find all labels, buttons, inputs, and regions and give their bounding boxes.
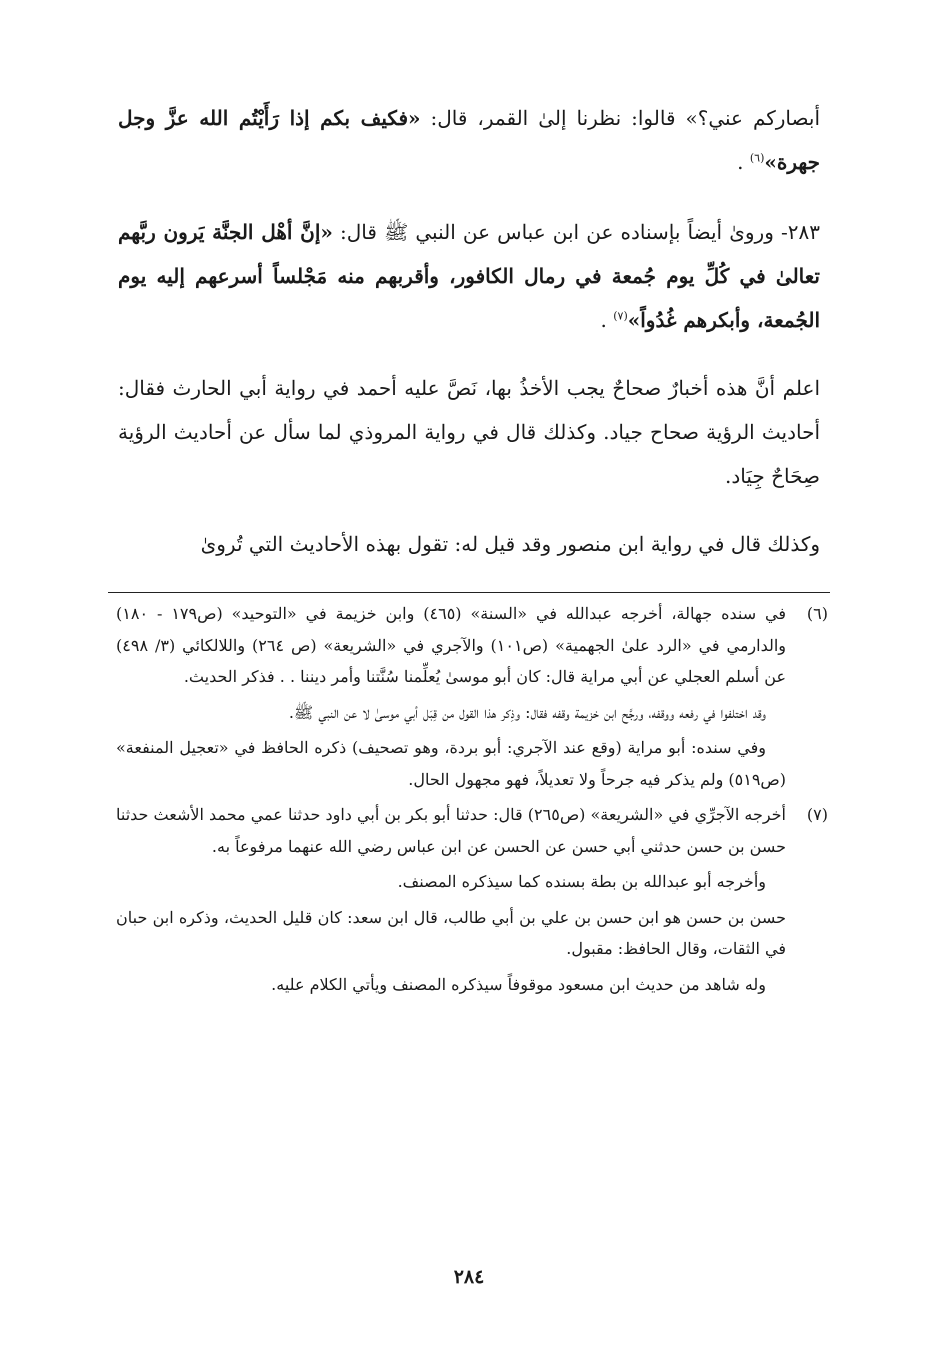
- paragraph-2-end: .: [600, 308, 614, 332]
- paragraph-3: اعلم أنَّ هذه أخبارٌ صحاحٌ يجب الأخذُ بها، نَصَّ عليه أحمد في رواية أبي الحارث فقال: أحاديث الرؤية صحاح جياد. وكذلك قال في رواية المروذي لما سأل عن أحاديث الرؤية صِحَاحٌ جِيَاد.: [118, 376, 821, 488]
- footnote-6: [116, 598, 828, 795]
- paragraph-1-end: .: [737, 150, 750, 174]
- footnote-ref-7[interactable]: (٧): [613, 309, 628, 323]
- main-text: [118, 96, 820, 566]
- footnotes: [116, 598, 828, 1004]
- footnote-7-number: (٧): [806, 805, 828, 824]
- footnote-6-paragraph: وقد اختلفوا في رفعه ووقفه، ورجَّح ابن خزيمة وقفه فقال: وذِكر هذا القول من قِبَل أبي موسىٰ لا عن النبي ﷺ.: [288, 702, 766, 722]
- footnote-6-paragraph: في سنده جهالة، أخرجه عبدالله في «السنة» (٤٦٥) وابن خزيمة في «التوحيد» (ص١٧٩ - ١٨٠) والدارمي في «الرد علىٰ الجهمية» (ص١٠١) والآجري في «الشريعة» (ص ٢٦٤) واللالكائي (٣/ ٤٩٨) عن أسلم العجلي عن أبي مراية قال: كان أبو موسىٰ يُعلِّمنا سُنَّتنا وأمر ديننا . . فذكر الحديث.: [116, 604, 787, 686]
- paragraph-1-text: أبصاركم عني؟» قالوا: نظرنا إلىٰ القمر، قال:: [420, 106, 820, 130]
- footnote-7-paragraph: وأخرجه أبو عبدالله بن بطة بسنده كما سيذكره المصنف.: [397, 872, 766, 891]
- hadith-quote-2: «إنَّ أهْل الجنَّة يَرون ربَّهم تعالىٰ في كُلِّ يوم جُمعة في رمال الكافور، وأقربهم منه مَجْلساً أسرعهم إليه يوم الجُمعة، وأبكرهم غُدُواً»: [118, 220, 820, 332]
- paragraph-2-intro: ورویٰ أیضاً بإسناده عن ابن عباس عن النبي ﷺ قال:: [332, 220, 774, 244]
- hadith-quote-1: «فكيف بكم إذا رَأَيْتُم الله عزَّ وجل جهرة»: [118, 106, 820, 174]
- footnote-6-paragraph: وفي سنده: أبو مراية (وقع عند الآجري: أبو بردة، وهو تصحيف) ذكره الحافظ في «تعجيل المنفعة» (ص٥١٩) ولم يذكر فيه جرحاً ولا تعديلاً، فهو مجهول الحال.: [116, 738, 786, 789]
- page-number: ٢٨٤: [453, 1266, 485, 1288]
- footnote-7-paragraph: حسن بن حسن هو ابن حسن بن علي بن أبي طالب، قال ابن سعد: كان قليل الحديث، وذكره ابن حبان في الثقات، وقال الحافظ: مقبول.: [116, 907, 786, 958]
- hadith-number: ٢٨٣-: [773, 220, 820, 244]
- footnote-divider: [108, 592, 830, 593]
- footnote-7-paragraph: وله شاهد من حديث ابن مسعود موقوفاً سيذكره المصنف ويأتي الكلام عليه.: [271, 974, 766, 994]
- footnote-ref-6[interactable]: (٦): [749, 151, 765, 165]
- footnote-7-paragraph: أخرجه الآجرِّي في «الشريعة» (ص٢٦٥) قال: حدثنا أبو بكر بن أبي داود حدثنا عمي محمد الأشعث حدثنا حسن بن حسن حدثني أبي حسن عن الحسن عن ابن عباس رضي الله عنهما مرفوعاً به.: [116, 805, 786, 856]
- footnote-7: [116, 799, 828, 1000]
- paragraph-4: وكذلك قال في رواية ابن منصور وقد قيل له: تقول بهذه الأحاديث التي تُرویٰ: [200, 532, 820, 556]
- footnote-6-number: (٦): [806, 604, 828, 623]
- paragraph-1: [118, 96, 820, 184]
- paragraph-2: [118, 210, 820, 342]
